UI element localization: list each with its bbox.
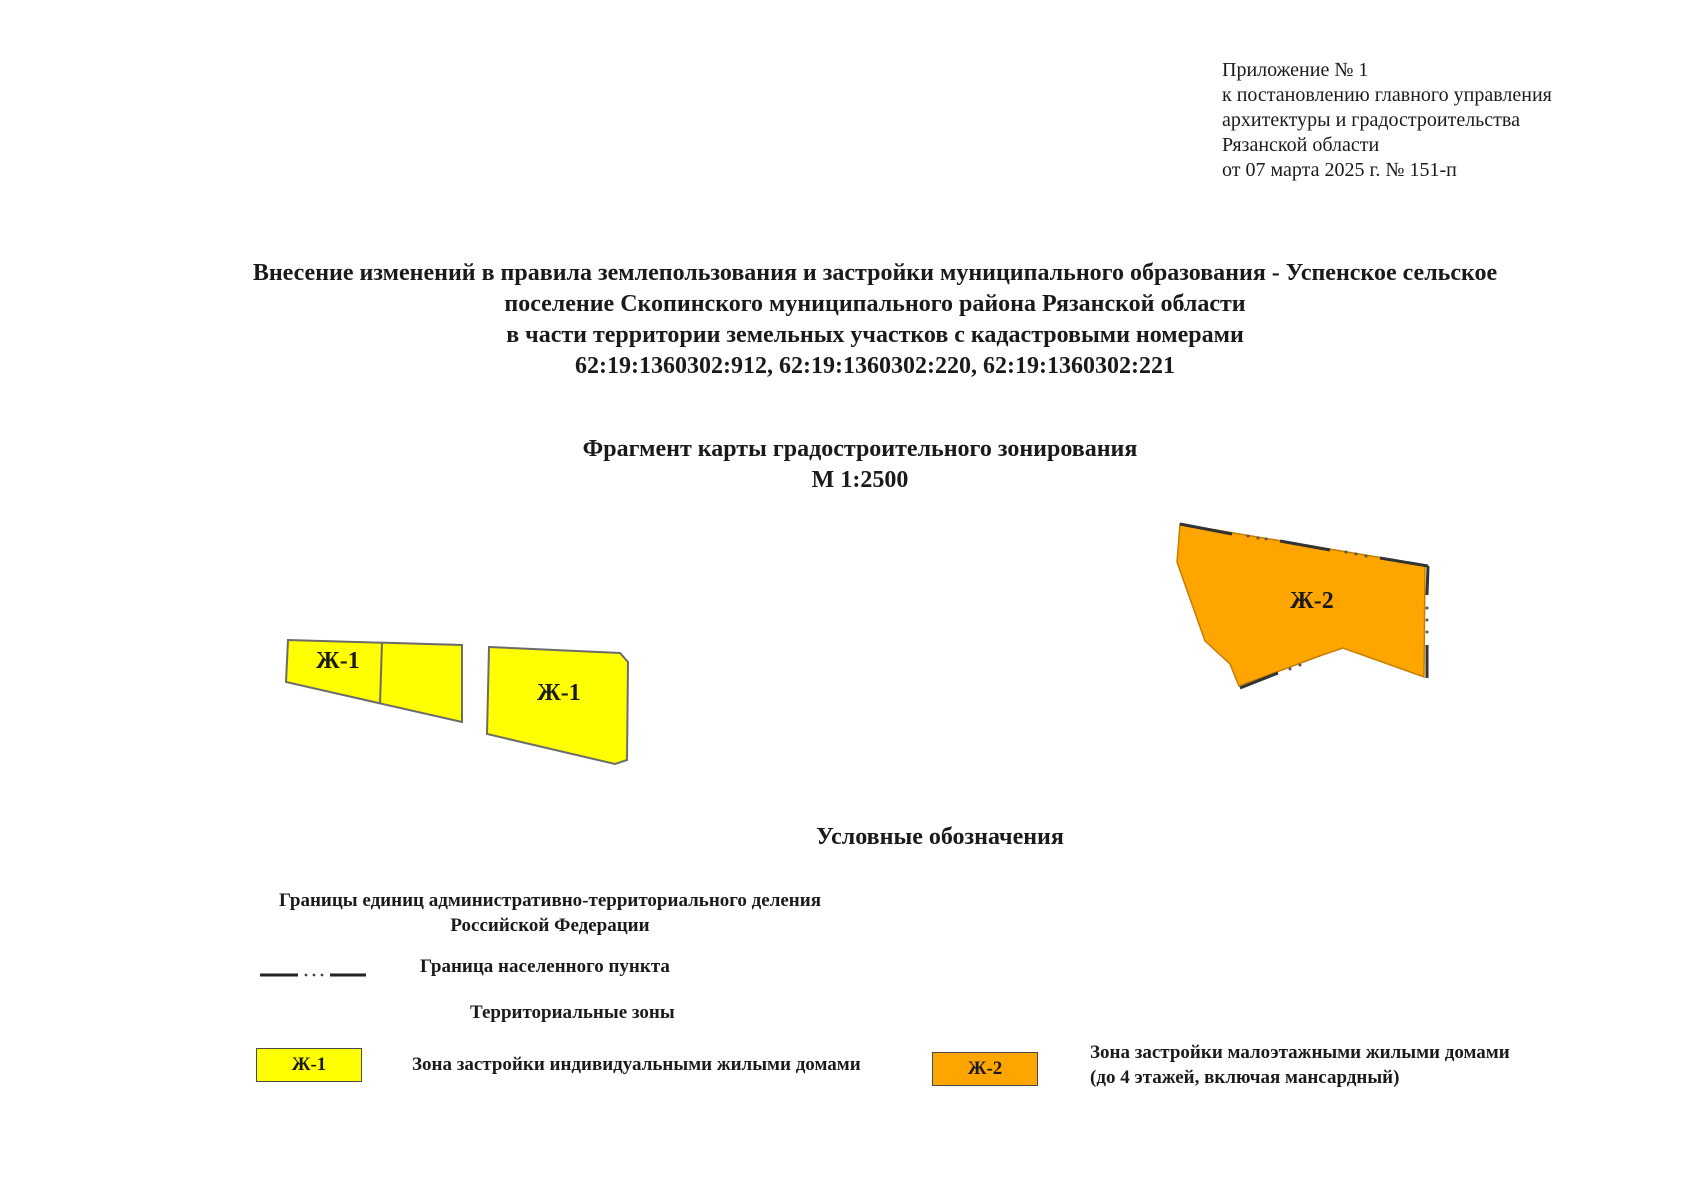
legend-j2-code: Ж-2 — [967, 1058, 1003, 1079]
zone-label-j1-b: Ж-1 — [537, 680, 581, 706]
appendix-line-5: от 07 марта 2025 г. № 151-п — [1222, 159, 1457, 181]
title-line-3: в части территории земельных участков с кадастровыми номерами — [506, 322, 1244, 348]
appendix-line-3: архитектуры и градостроительства — [1222, 109, 1520, 131]
legend-boundary-symbol — [260, 974, 366, 977]
zone-label-j2: Ж-2 — [1290, 588, 1334, 614]
map-title-text: Фрагмент карты градостроительного зонирования — [582, 436, 1138, 462]
legend-admin-line-1: Границы единиц административно-территориального деления — [279, 890, 821, 911]
legend-j1-swatch — [256, 1048, 362, 1082]
legend-j2-desc — [1090, 1040, 1510, 1090]
zone-j1-parcel-a — [286, 640, 462, 722]
map-scale: М 1:2500 — [811, 467, 909, 493]
title-line-2: поселение Скопинского муниципального района Рязанской области — [504, 291, 1246, 317]
legend-j2-desc-line-1: Зона застройки малоэтажными жилыми домами — [1090, 1042, 1510, 1063]
legend-settlement-boundary: Граница населенного пункта — [420, 956, 670, 977]
legend-admin-line-2: Российской Федерации — [450, 915, 650, 936]
legend-territorial-zones: Территориальные зоны — [470, 1002, 675, 1023]
title-line-4: 62:19:1360302:912, 62:19:1360302:220, 62:19:1360302:221 — [575, 353, 1175, 379]
title-line-1: Внесение изменений в правила землепользования и застройки муниципального образования - Успенское сельское — [252, 260, 1498, 286]
legend-j2-desc-line-2: (до 4 этажей, включая мансардный) — [1090, 1067, 1400, 1088]
legend-j1-desc: Зона застройки индивидуальными жилыми домами — [412, 1054, 861, 1075]
zone-label-j1-a: Ж-1 — [316, 648, 360, 674]
appendix-line-1: Приложение № 1 — [1222, 59, 1369, 81]
zone-j1-polygon-a — [286, 640, 462, 722]
appendix-line-2: к постановлению главного управления — [1222, 84, 1552, 106]
appendix-line-4: Рязанской области — [1222, 134, 1380, 156]
legend-j2-swatch — [932, 1052, 1038, 1086]
legend-j1-code: Ж-1 — [291, 1054, 327, 1075]
legend-title: Условные обозначения — [816, 824, 1064, 850]
legend-admin-boundaries — [240, 888, 860, 938]
